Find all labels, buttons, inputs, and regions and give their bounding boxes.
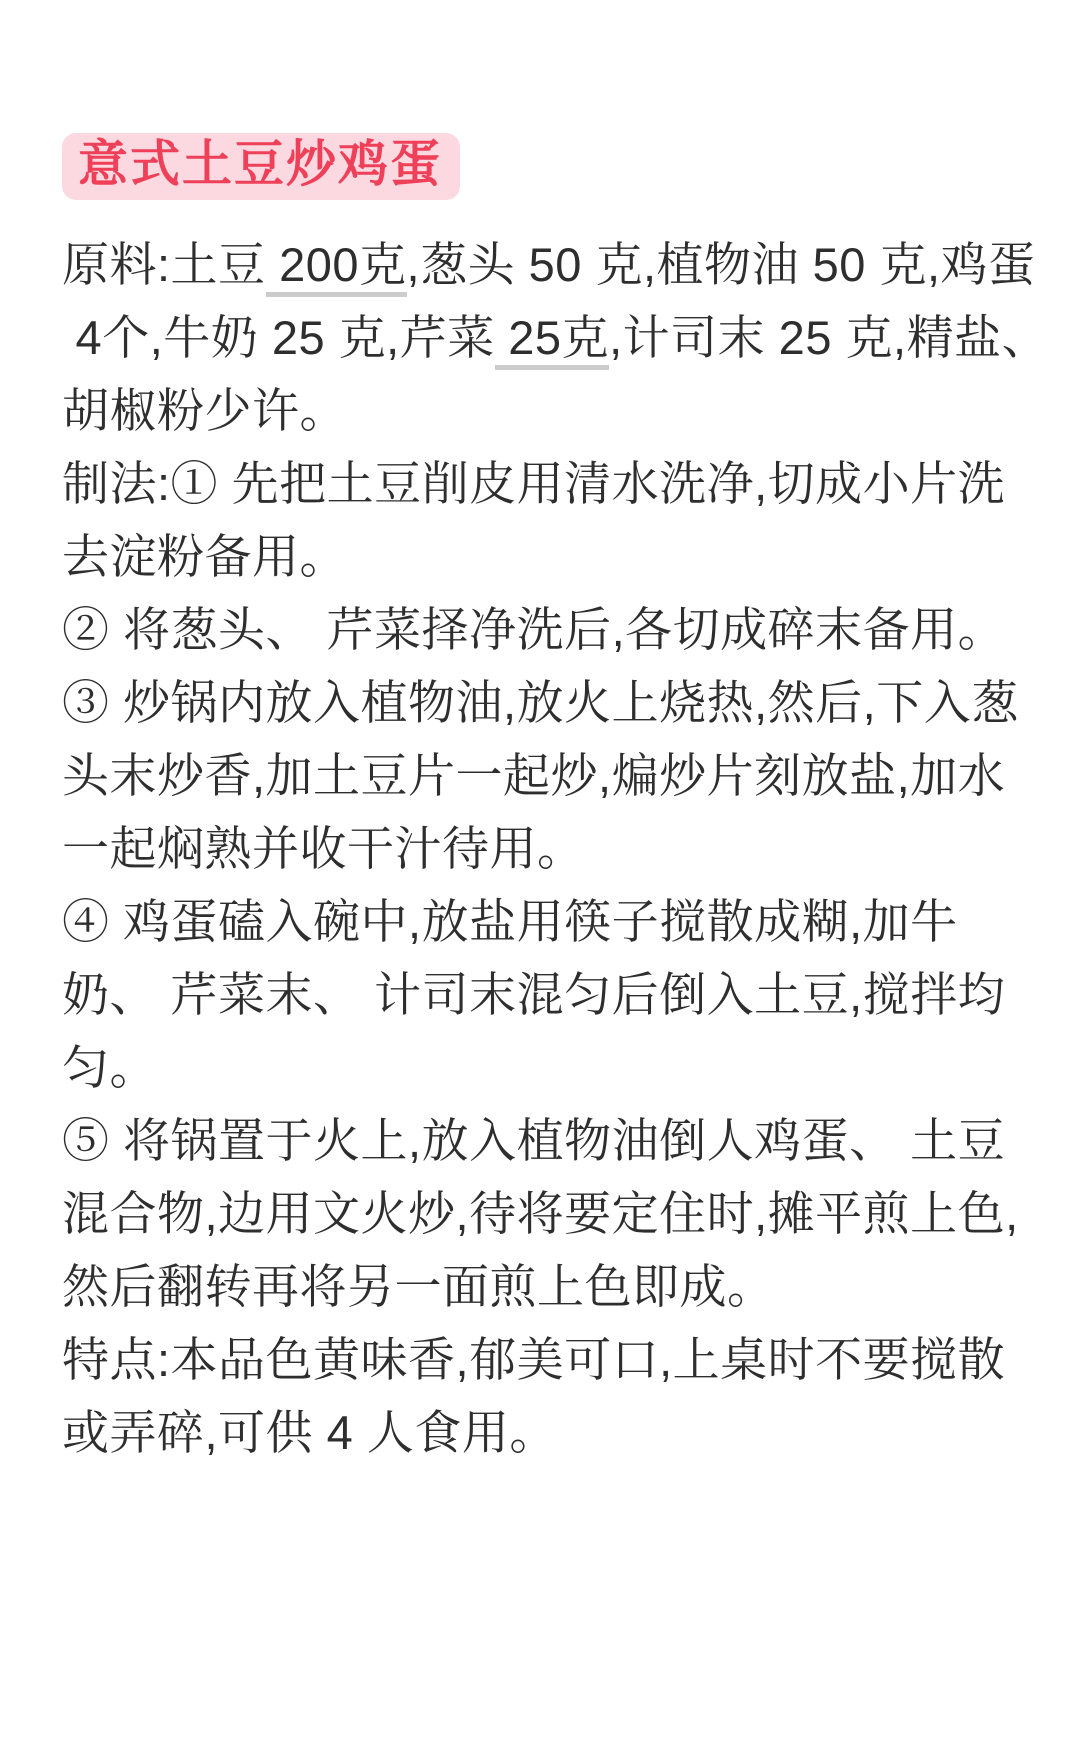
text-segment: 奶、 芹菜末、 计司末混匀后倒入土豆,搅拌均 [62, 968, 1006, 1021]
text-segment: ⑤ 将锅置于火上,放入植物油倒人鸡蛋、 土豆 [62, 1114, 1006, 1167]
text-segment: 胡椒粉少许。 [62, 384, 347, 437]
text-segment: 匀。 [62, 1041, 157, 1094]
text-line [62, 228, 1036, 301]
text-line [62, 447, 1022, 520]
text-segment: ② 将葱头、 芹菜择净洗后,各切成碎末备用。 [62, 603, 1006, 656]
recipe-body [62, 228, 1050, 1469]
underlined-text: 25克 [495, 311, 609, 370]
text-segment: ④ 鸡蛋磕入碗中,放盐用筷子搅散成糊,加牛 [62, 895, 958, 948]
text-segment: 4个,牛奶 25 克,芹菜 [62, 311, 495, 364]
text-segment: 一起焖熟并收干汁待用。 [62, 822, 585, 875]
recipe-title: 意式土豆炒鸡蛋 [78, 136, 442, 192]
text-line [62, 666, 1022, 739]
text-line [62, 812, 1022, 885]
text-segment: 或弄碎,可供 4 人食用。 [62, 1406, 557, 1459]
text-line [62, 520, 1022, 593]
recipe-title-badge [62, 133, 460, 200]
text-segment: 原料:土豆 [62, 238, 266, 291]
text-line [62, 1323, 1022, 1396]
text-segment: 特点:本品色黄味香,郁美可口,上桌时不要搅散 [62, 1333, 1006, 1386]
text-segment: 头末炒香,加土豆片一起炒,煸炒片刻放盐,加水 [62, 749, 1006, 802]
text-segment: 去淀粉备用。 [62, 530, 347, 583]
text-line [62, 1177, 1022, 1250]
underlined-text: 200克 [266, 238, 407, 297]
text-line [62, 1250, 1022, 1323]
text-line [62, 1396, 1022, 1469]
text-line [62, 958, 1022, 1031]
text-segment: ③ 炒锅内放入植物油,放火上烧热,然后,下入葱 [62, 676, 1019, 729]
text-segment: 混合物,边用文火炒,待将要定住时,摊平煎上色, [62, 1187, 1019, 1240]
text-line [62, 593, 1022, 666]
text-line [62, 374, 1022, 447]
text-segment: 然后翻转再将另一面煎上色即成。 [62, 1260, 775, 1313]
text-line [62, 885, 1022, 958]
text-line [62, 301, 1050, 374]
text-segment: ,葱头 50 克,植物油 50 克,鸡蛋 [406, 238, 1036, 291]
text-segment: ,计司末 25 克,精盐、 [609, 311, 1050, 364]
text-line [62, 1031, 1022, 1104]
text-line [62, 1104, 1022, 1177]
text-segment: 制法:① 先把土豆削皮用清水洗净,切成小片洗 [62, 457, 1006, 510]
text-line [62, 739, 1022, 812]
